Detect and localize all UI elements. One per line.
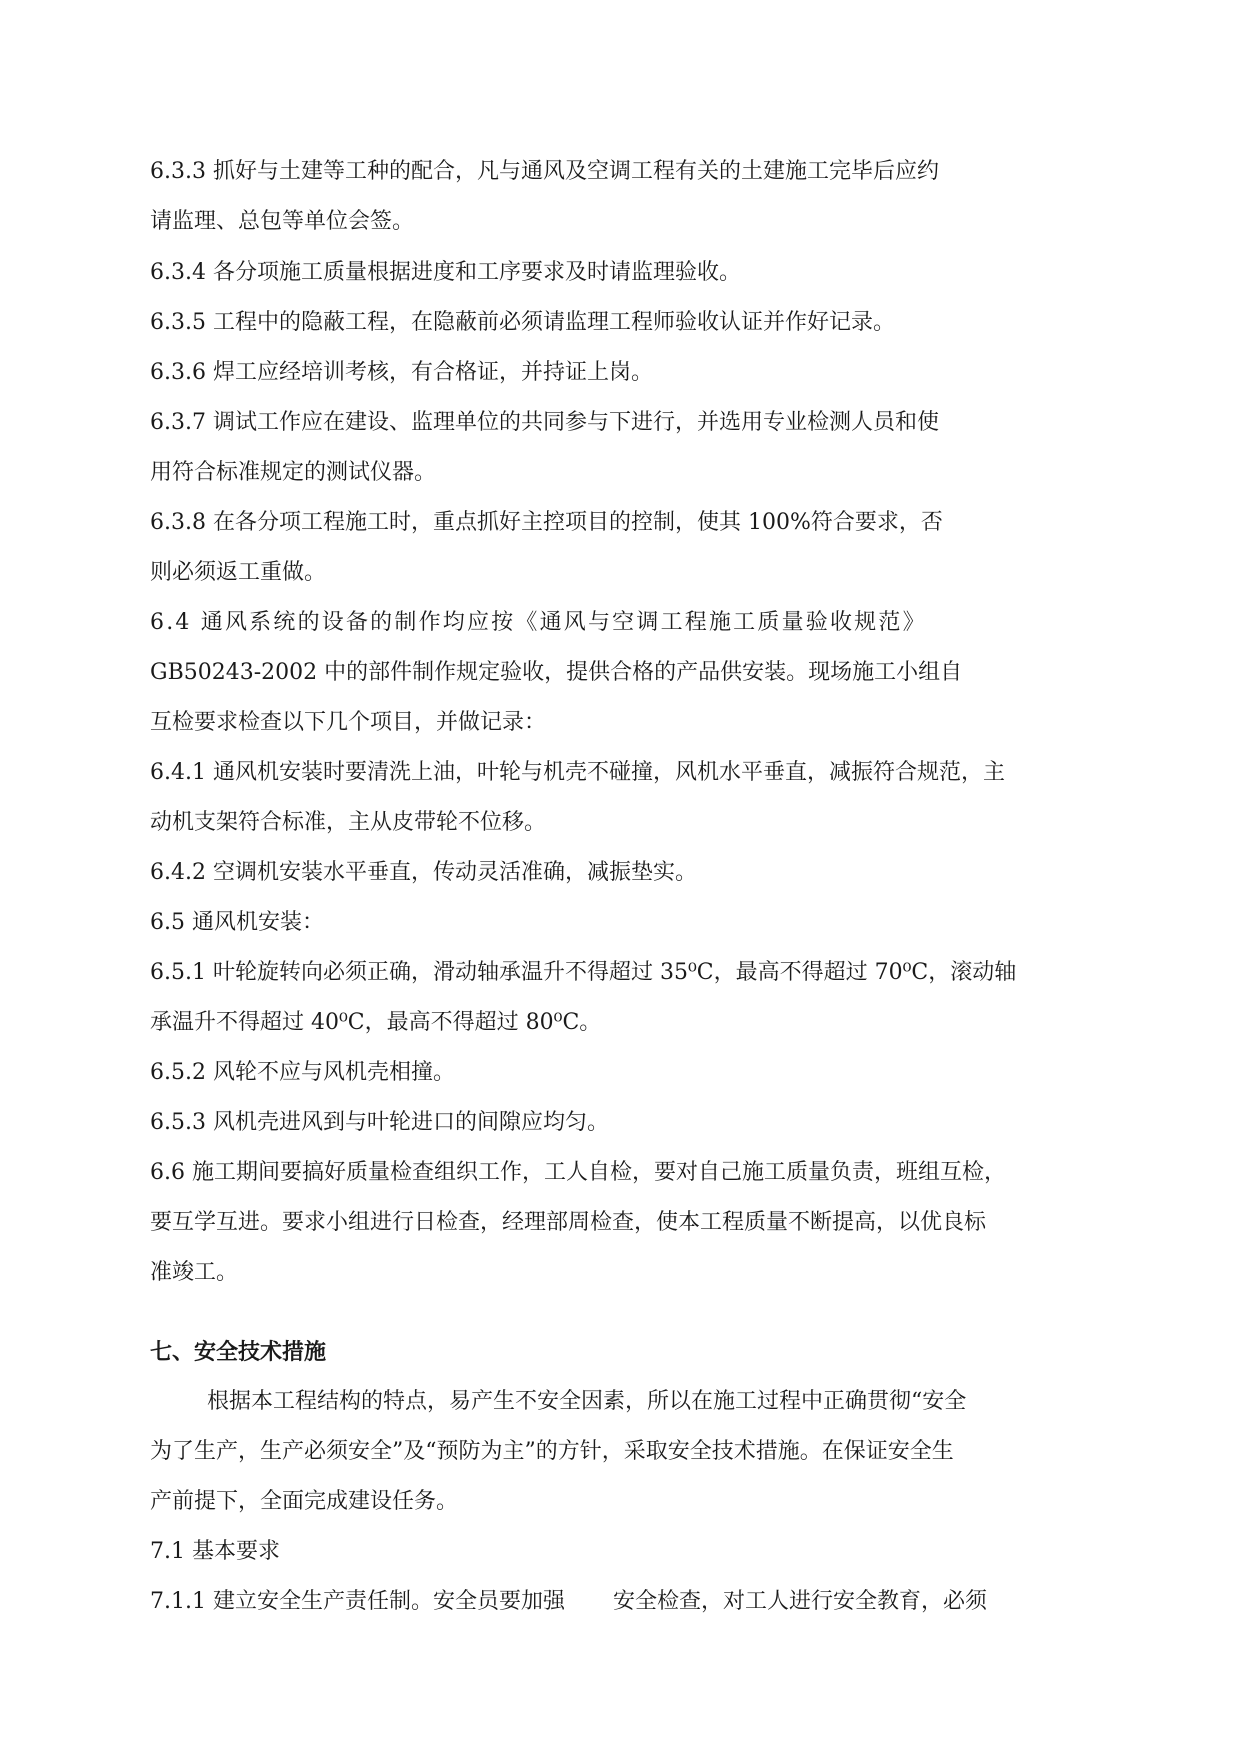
line-text: 请监理、总包等单位会签。 [150,209,415,234]
line-text: 6.4.2 空调机安装水平垂直，传动灵活准确，减振垫实。 [150,860,697,885]
text-line [150,558,326,588]
line-text: 承温升不得超过 40⁰C，最高不得超过 80⁰C。 [150,1010,602,1035]
line-text: 6.3.3 抓好与土建等工种的配合，凡与通风及空调工程有关的土建施工完毕后应约 [150,159,939,184]
text-line [150,1437,954,1467]
text-line [150,1158,1006,1188]
text-line [150,157,939,187]
line-text: 为了生产，生产必须安全”及“预防为主”的方针，采取安全技术措施。在保证安全生 [150,1439,954,1464]
text-line [150,608,927,638]
line-text: 根据本工程结构的特点，易产生不安全因素，所以在施工过程中正确贯彻“安全 [207,1389,967,1414]
line-text: 6.3.7 调试工作应在建设、监理单位的共同参与下进行，并选用专业检测人员和使 [150,410,939,435]
text-line [150,1058,455,1088]
text-line [150,258,741,288]
line-text: 6.5.1 叶轮旋转向必须正确，滑动轴承温升不得超过 35⁰C，最高不得超过 70⁰C，滚动轴 [150,960,1017,985]
text-line [150,1208,986,1238]
line-text: 6.3.4 各分项施工质量根据进度和工序要求及时请监理验收。 [150,260,741,285]
line-text: 准竣工。 [150,1260,239,1285]
line-text: 6.6 施工期间要搞好质量检查组织工作，工人自检，要对自己施工质量负责，班组互检， [150,1160,1006,1185]
line-text: 动机支架符合标准，主从皮带轮不位移。 [150,810,547,835]
section-heading [150,1337,326,1367]
text-line [150,308,895,338]
line-text: 6.3.8 在各分项工程施工时，重点抓好主控项目的控制，使其 100%符合要求，否 [150,510,943,535]
line-text: 6.5.3 风机壳进风到与叶轮进口的间隙应均匀。 [150,1110,609,1135]
text-line [150,958,1016,988]
line-text: 产前提下，全面完成建设任务。 [150,1489,459,1514]
text-line [150,358,653,388]
text-line [150,858,697,888]
text-line [150,207,414,237]
text-line [150,1537,280,1567]
line-text: 用符合标准规定的测试仪器。 [150,460,437,485]
text-line [150,758,1005,788]
text-line [150,658,962,688]
text-line [150,708,546,738]
line-text: 互检要求检查以下几个项目，并做记录： [150,710,547,735]
text-line [150,1587,987,1617]
line-text: 6.3.5 工程中的隐蔽工程，在隐蔽前必须请监理工程师验收认证并作好记录。 [150,310,895,335]
text-line [150,508,943,538]
text-line [150,808,546,838]
text-line [150,1008,601,1038]
line-text: 要互学互进。要求小组进行日检查，经理部周检查，使本工程质量不断提高，以优良标 [150,1210,987,1235]
text-line [207,1387,966,1417]
line-text: 6.5.2 风轮不应与风机壳相撞。 [150,1060,455,1085]
line-text: 七、安全技术措施 [150,1339,327,1365]
line-text: 6.4 通风系统的设备的制作均应按《通风与空调工程施工质量验收规范》 [150,610,927,635]
line-text: 6.3.6 焊工应经培训考核，有合格证，并持证上岗。 [150,360,653,385]
line-text: 7.1.1 建立安全生产责任制。安全员要加强 [150,1589,565,1614]
text-line [150,1487,458,1517]
line-text: GB50243-2002 中的部件制作规定验收，提供合格的产品供安装。现场施工小组自 [150,660,963,685]
line-text: 6.4.1 通风机安装时要清洗上油，叶轮与机壳不碰撞，风机水平垂直，减振符合规范，主 [150,760,1005,785]
text-line [150,908,324,938]
line-text: 则必须返工重做。 [150,560,327,585]
line-text-tail: 安全检查，对工人进行安全教育，必须 [612,1589,987,1614]
text-line [150,408,939,438]
text-line [150,458,436,488]
text-line [150,1258,238,1288]
line-text: 7.1 基本要求 [150,1539,280,1564]
line-text: 6.5 通风机安装： [150,910,324,935]
text-line [150,1108,609,1138]
